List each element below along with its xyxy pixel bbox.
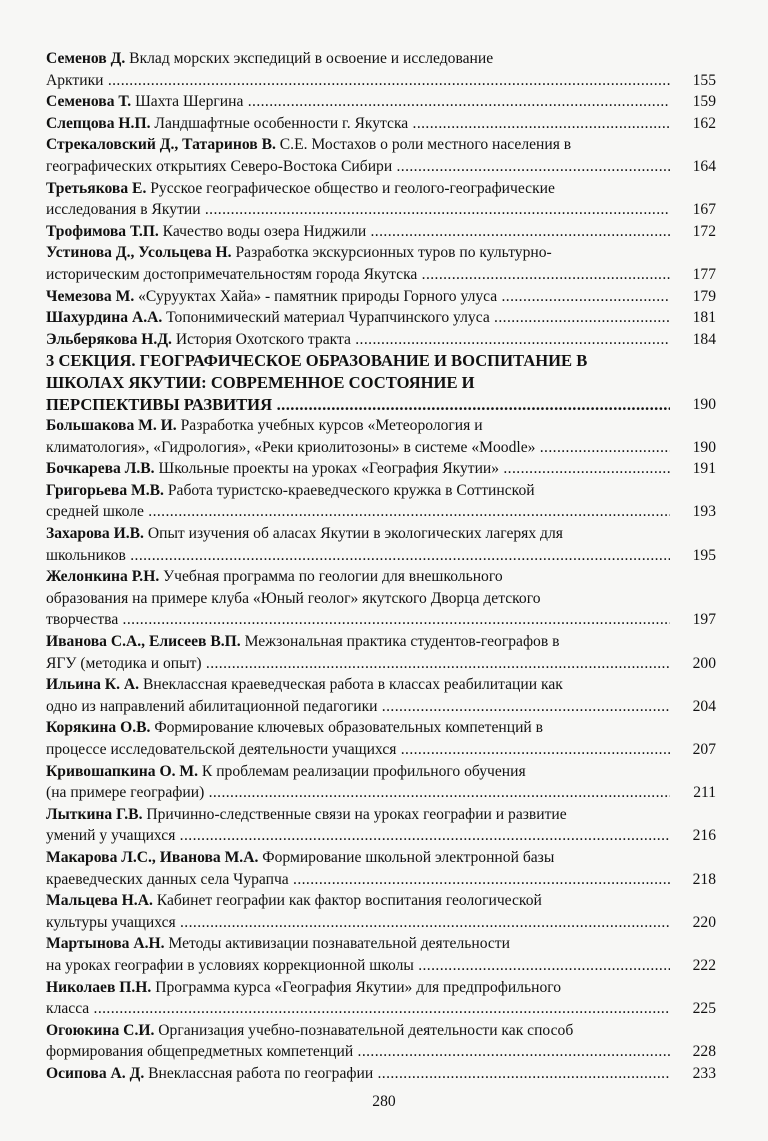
entry-page-number: 200 [692, 654, 716, 672]
entry-author: Корякина О.В. [46, 719, 151, 737]
entry-line [46, 696, 670, 718]
entry-title-text: С.Е. Мостахов о роли местного населения в [275, 136, 572, 154]
entry-text [46, 350, 670, 415]
entry-line [46, 134, 670, 156]
entry-title-text: краеведческих данных села Чурапча [46, 870, 289, 888]
entry-line [46, 782, 670, 804]
entry-text [46, 566, 670, 631]
entry-line [46, 307, 670, 329]
entry-line [46, 221, 670, 243]
entry-line [46, 329, 670, 351]
entry-line [46, 890, 670, 912]
entry-line [46, 739, 670, 761]
entry-title-text: класса [46, 1000, 90, 1018]
entry-text [46, 890, 670, 933]
toc-entry [46, 286, 716, 308]
toc-entry [46, 91, 716, 113]
entry-title-text: Арктики [46, 71, 104, 89]
entry-line [46, 955, 670, 977]
entry-text [46, 480, 670, 523]
entry-line [46, 350, 670, 372]
toc-entry [46, 221, 716, 243]
entry-title-text: Разработка экскурсионных туров по культурно- [231, 244, 552, 262]
entry-line [46, 48, 670, 70]
entry-author: Николаев П.Н. [46, 978, 152, 996]
entry-author: Большакова М. И. [46, 417, 177, 435]
entry-line [46, 566, 670, 588]
entry-title-text: школьников [46, 546, 126, 564]
entry-author: Лыткина Г.В. [46, 805, 143, 823]
entry-title-text: Межзональная практика студентов-географов в [240, 633, 560, 651]
entry-page-number: 220 [692, 913, 716, 931]
entry-title-text: на уроках географии в условиях коррекционной школы [46, 956, 414, 974]
entry-title-text: Опыт изучения об аласах Якутии в экологических лагерях для [143, 525, 563, 543]
entry-title-text: Внеклассная работа по географии [144, 1064, 374, 1082]
toc-entry [46, 307, 716, 329]
entry-author: Мартынова А.Н. [46, 935, 165, 953]
toc-entry [46, 415, 716, 458]
entry-line [46, 588, 670, 610]
entry-page-number: 177 [692, 265, 716, 283]
toc-entry [46, 480, 716, 523]
entry-page-number: 207 [692, 741, 716, 758]
entry-title-text: Разработка учебных курсов «Метеорология и [176, 417, 483, 435]
entry-line [46, 242, 670, 264]
entry-author: Бочкарева Л.В. [46, 460, 155, 478]
entry-page-number: 172 [692, 222, 716, 240]
entry-line [46, 91, 670, 113]
entry-page-number: 204 [692, 697, 716, 715]
entry-text [46, 178, 670, 221]
entry-page-number: 216 [692, 827, 716, 845]
entry-page-number: 222 [692, 956, 716, 974]
entry-title-text: Ландшафтные особенности г. Якутска [150, 114, 409, 132]
toc-entry [46, 804, 716, 847]
entry-line [46, 178, 670, 200]
entry-title-text: Русское географическое общество и геолого-географические [146, 179, 555, 197]
entry-page-number: 225 [692, 1000, 716, 1018]
entry-text [46, 242, 670, 285]
entry-line [46, 998, 670, 1020]
entry-line [46, 761, 670, 783]
entry-page-number: 155 [692, 71, 716, 89]
entry-text [46, 1063, 670, 1085]
entry-line [46, 372, 670, 394]
entry-title-text: средней школе [46, 503, 144, 521]
entry-line [46, 1020, 670, 1042]
entry-title-text: К проблемам реализации профильного обучения [198, 762, 526, 780]
entry-text [46, 48, 670, 91]
entry-author: Чемезова М. [46, 287, 135, 305]
entry-title-text: климатология», «Гидрология», «Реки криолитозоны» в системе «Moodle» [46, 438, 536, 456]
entry-author: Желонкина Р.Н. [46, 568, 160, 586]
entry-text [46, 674, 670, 717]
entry-page-number: 181 [692, 309, 716, 327]
entry-author: Трофимова Т.П. [46, 222, 159, 240]
entry-title-text: Внеклассная краеведческая работа в классах реабилитации как [139, 676, 563, 694]
entry-title-text: исследования в Якутии [46, 201, 201, 219]
entry-line [46, 264, 670, 286]
entry-text [46, 977, 670, 1020]
entry-author: Иванова С.А., Елисеев В.П. [46, 633, 241, 651]
entry-title-text: Школьные проекты на уроках «География Якутии» [154, 460, 500, 478]
entry-page-number: 179 [692, 287, 716, 305]
toc-entry [46, 631, 716, 674]
entry-page-number: 159 [692, 93, 716, 111]
toc-entry [46, 761, 716, 804]
entry-text [46, 717, 670, 760]
entry-line [46, 717, 670, 739]
entry-page-number: 164 [692, 157, 716, 175]
toc-entry [46, 178, 716, 221]
entry-line [46, 113, 670, 135]
entry-title-text: творчества [46, 611, 119, 629]
entry-page-number: 233 [692, 1064, 716, 1082]
entry-line [46, 804, 670, 826]
page-number: 280 [372, 1093, 396, 1110]
entry-author: Шахурдина А.А. [46, 309, 163, 327]
entry-title-text: географических открытиях Северо-Востока Сибири [46, 157, 393, 175]
entry-title-text: Топонимический материал Чурапчинского улуса [162, 309, 490, 327]
entry-line [46, 674, 670, 696]
entry-text [46, 1020, 670, 1063]
toc-entry [46, 523, 716, 566]
entry-author: Макарова Л.С., Иванова М.А. [46, 848, 259, 866]
entry-line [46, 156, 670, 178]
entry-line [46, 933, 670, 955]
entry-title-text: Учебная программа по геологии для внешкольного [159, 568, 503, 586]
entry-title-text: культуры учащихся [46, 913, 176, 931]
section-heading [46, 350, 716, 415]
toc-entry [46, 458, 716, 480]
entry-line [46, 847, 670, 869]
entry-page-number: 190 [692, 438, 716, 456]
entry-title-text: Организация учебно-познавательной деятельности как способ [154, 1021, 574, 1039]
entry-title-text: Методы активизации познавательной деятельности [164, 935, 510, 953]
entry-author: Огоюкина С.И. [46, 1021, 155, 1039]
entry-page-number: 211 [693, 784, 716, 802]
toc-entry [46, 113, 716, 135]
entry-line [46, 501, 670, 523]
entry-text [46, 329, 670, 351]
toc-entry [46, 242, 716, 285]
entry-line [46, 869, 670, 891]
entry-page-number: 228 [692, 1043, 716, 1061]
entry-line [46, 480, 670, 502]
entry-line [46, 415, 670, 437]
entry-title-text: Формирование школьной электронной базы [258, 848, 555, 866]
entry-title-text: (на примере географии) [46, 784, 205, 802]
entry-page-number: 218 [692, 870, 716, 888]
entry-text [46, 415, 670, 458]
entry-author: Устинова Д., Усольцева Н. [46, 244, 232, 262]
entry-title-text: Качество воды озера Ниджили [158, 222, 367, 240]
entry-page-number: 193 [692, 503, 716, 521]
toc-entry [46, 48, 716, 91]
entry-title-text: 3 СЕКЦИЯ. ГЕОГРАФИЧЕСКОЕ ОБРАЗОВАНИЕ И ВОСПИТАНИЕ В [46, 351, 588, 371]
entry-line [46, 1063, 670, 1085]
entry-page-number: 167 [692, 201, 716, 219]
toc-entry [46, 847, 716, 890]
entry-author: Эльберякова Н.Д. [46, 330, 172, 348]
entry-text [46, 761, 670, 804]
toc-entry [46, 566, 716, 631]
toc-entry [46, 1063, 716, 1085]
entry-page-number: 195 [692, 546, 716, 564]
entry-text [46, 113, 670, 135]
entry-author: Семенов Д. [46, 50, 126, 67]
entry-title-text: ПЕРСПЕКТИВЫ РАЗВИТИЯ [46, 394, 273, 414]
entry-title-text: «Сурууктах Хайа» - памятник природы Горного улуса [134, 287, 498, 305]
entry-title-text: формирования общепредметных компетенций [46, 1043, 354, 1061]
entry-page-number: 197 [692, 611, 716, 629]
entry-text [46, 847, 670, 890]
entry-line [46, 286, 670, 308]
entry-author: Семенова Т. [46, 93, 132, 111]
entry-author: Слепцова Н.П. [46, 114, 151, 132]
entry-title-text: историческим достопримечательностям города Якутска [46, 265, 418, 283]
entry-page-number: 191 [692, 460, 716, 478]
entry-title-text: ЯГУ (методика и опыт) [46, 654, 202, 672]
entry-line [46, 631, 670, 653]
toc-entry [46, 933, 716, 976]
toc-entry [46, 1020, 716, 1063]
entry-line [46, 653, 670, 675]
entry-title-text: Шахта Шергина [131, 93, 244, 111]
entry-title-text: процессе исследовательской деятельности учащихся [46, 741, 397, 758]
entry-page-number: 184 [692, 330, 716, 348]
entry-text [46, 221, 670, 243]
entry-text [46, 307, 670, 329]
entry-line [46, 977, 670, 999]
entry-title-text: ШКОЛАХ ЯКУТИИ: СОВРЕМЕННОЕ СОСТОЯНИЕ И [46, 372, 475, 392]
toc-entry [46, 674, 716, 717]
entry-text [46, 134, 670, 177]
entry-author: Захарова И.В. [46, 525, 144, 543]
entry-author: Третьякова Е. [46, 179, 147, 197]
entry-line [46, 912, 670, 934]
entry-text [46, 286, 670, 308]
entry-line [46, 609, 670, 631]
entry-author: Мальцева Н.А. [46, 892, 153, 910]
entry-text [46, 804, 670, 847]
entry-text [46, 523, 670, 566]
entry-title-text: История Охотского тракта [171, 330, 351, 348]
toc-entry [46, 977, 716, 1020]
entry-text [46, 91, 670, 113]
entry-title-text: Формирование ключевых образовательных компетенций в [150, 719, 544, 737]
entry-page-number: 162 [692, 114, 716, 132]
entry-title-text: Программа курса «География Якутии» для предпрофильного [151, 978, 562, 996]
entry-line [46, 394, 670, 416]
entry-author: Григорьева М.В. [46, 481, 164, 499]
entry-line [46, 70, 670, 92]
entry-line [46, 199, 670, 221]
entry-text [46, 458, 670, 480]
entry-author: Стрекаловский Д., Татаринов В. [46, 136, 276, 154]
entry-title-text: одно из направлений абилитационной педагогики [46, 697, 378, 715]
entry-author: Осипова А. Д. [46, 1064, 145, 1082]
table-of-contents [46, 48, 716, 1085]
toc-entry [46, 329, 716, 351]
entry-title-text: Работа туристско-краеведческого кружка в Соттинской [163, 481, 535, 499]
entry-title-text: Кабинет географии как фактор воспитания геологической [152, 892, 542, 910]
toc-entry [46, 717, 716, 760]
entry-title-text: умений у учащихся [46, 827, 176, 845]
entry-line [46, 458, 670, 480]
entry-title-text: Причинно-следственные связи на уроках географии и развитие [142, 805, 567, 823]
entry-page-number: 190 [692, 395, 716, 413]
entry-author: Ильина К. А. [46, 676, 140, 694]
entry-text [46, 933, 670, 976]
entry-line [46, 1041, 670, 1063]
entry-line [46, 825, 670, 847]
entry-text [46, 631, 670, 674]
entry-line [46, 545, 670, 567]
entry-line [46, 437, 670, 459]
entry-line [46, 523, 670, 545]
toc-entry [46, 890, 716, 933]
entry-title-text: образования на примере клуба «Юный геолог» якутского Дворца детского [46, 589, 541, 607]
toc-entry [46, 134, 716, 177]
entry-title-text: Вклад морских экспедиций в освоение и исследование [125, 50, 494, 67]
entry-author: Кривошапкина О. М. [46, 762, 199, 780]
